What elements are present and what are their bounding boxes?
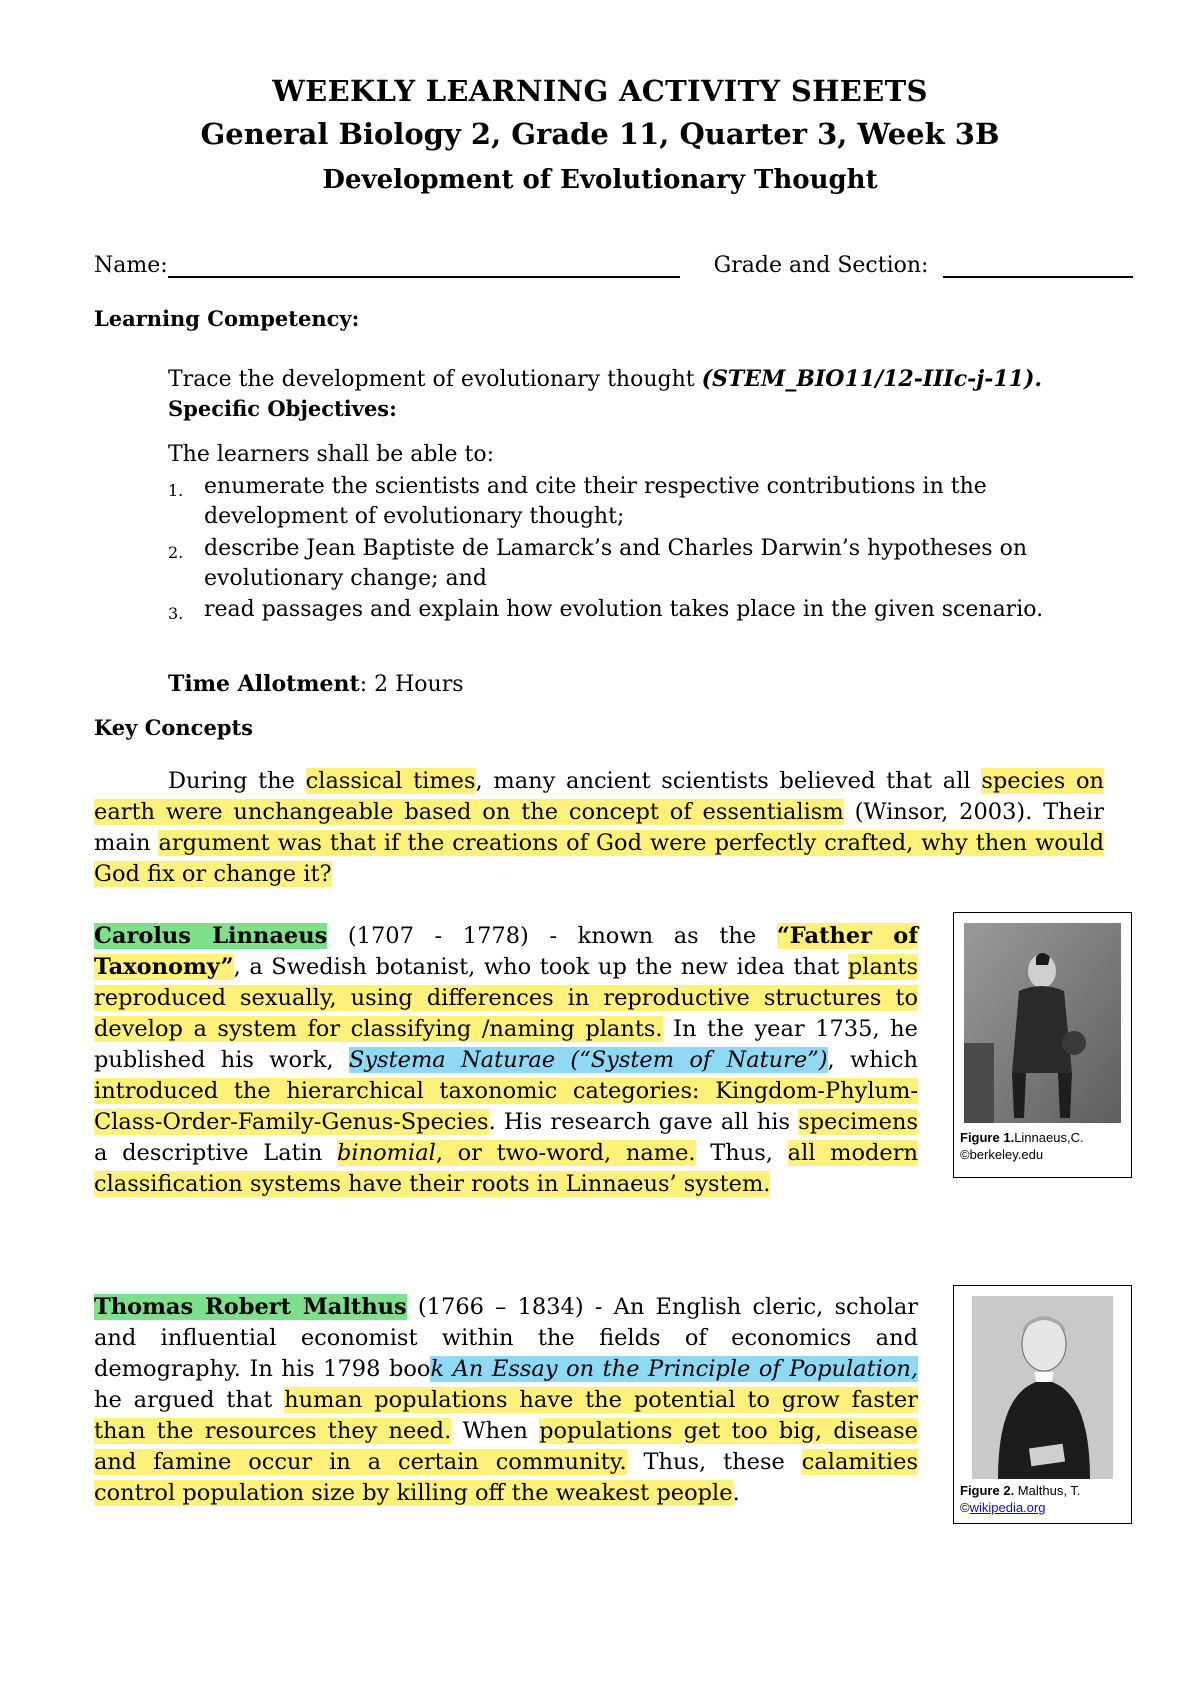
name-label: Name: xyxy=(94,253,168,278)
intro-paragraph xyxy=(94,766,1104,890)
time-allotment-value: : 2 Hours xyxy=(359,672,464,697)
linnaeus-paragraph xyxy=(94,921,918,1200)
figure-caption-text: Linnaeus,C. xyxy=(1014,1130,1084,1145)
objective-text: describe Jean Baptiste de Lamarck’s and Charles Darwin’s hypotheses on evolutionary change; and xyxy=(204,536,1027,591)
scientist-name: Thomas Robert Malthus xyxy=(94,1294,407,1320)
figure-1-caption xyxy=(960,1129,1130,1163)
grade-section-label: Grade and Section: xyxy=(713,253,929,278)
highlighted-text: populations get too big, disease and famine occur in a certain community. xyxy=(94,1418,918,1475)
competency-statement xyxy=(168,364,1168,395)
lesson-title: Development of Evolutionary Thought xyxy=(322,165,878,195)
highlighted-text: specimens xyxy=(798,1109,918,1135)
body-text: , which xyxy=(827,1047,919,1073)
learning-competency-heading: Learning Competency: xyxy=(94,306,360,331)
body-text: . His research gave all his xyxy=(488,1109,799,1135)
objective-text: read passages and explain how evolution takes place in the given scenario. xyxy=(204,597,1044,622)
figure-caption-text: Malthus, T. xyxy=(1014,1483,1081,1498)
objective-number: 1. xyxy=(168,481,184,500)
objective-item xyxy=(168,595,1068,625)
linnaeus-portrait-image xyxy=(964,923,1121,1123)
book-title: Systema Naturae (“System of Nature”) xyxy=(348,1047,828,1073)
title-highlight: “Father of Taxonomy” xyxy=(94,923,918,980)
highlighted-text: introduced the hierarchical taxonomic categories: Kingdom-Phylum-Class-Order-Family-Genus-Species xyxy=(94,1078,918,1135)
wikipedia-link[interactable]: wikipedia.org xyxy=(969,1500,1046,1515)
time-allotment-label: Time Allotment xyxy=(168,671,360,697)
key-concepts-heading: Key Concepts xyxy=(94,715,254,740)
highlighted-text: calamities control population size by killing off the weakest people xyxy=(94,1449,918,1506)
highlighted-term: binomial xyxy=(337,1140,436,1166)
figure-credit: ©berkeley.edu xyxy=(960,1147,1044,1162)
highlighted-text: plants reproduced sexually, using differences in reproductive structures to develop a system for classifying /naming plants. xyxy=(94,954,918,1042)
name-blank-line[interactable] xyxy=(168,252,680,278)
competency-code: (STEM_BIO11/12-IIIc-j-11). xyxy=(701,366,1043,392)
body-text: Thus, xyxy=(695,1140,788,1166)
body-text: In the year 1735, he published his work, xyxy=(94,1016,918,1073)
body-text: a descriptive Latin xyxy=(94,1140,338,1166)
highlighted-text: human populations have the potential to grow faster than the resources they need. xyxy=(94,1387,918,1444)
time-allotment xyxy=(168,671,464,697)
grade-section-blank-line[interactable] xyxy=(943,252,1133,278)
highlighted-text: argument was that if the creations of God were perfectly crafted, why then would God fix or change it? xyxy=(94,830,1104,887)
malthus-figure xyxy=(953,1285,1132,1524)
highlighted-text: , or two-word, name. xyxy=(435,1140,696,1166)
competency-text: Trace the development of evolutionary thought xyxy=(168,367,702,392)
body-text: he argued that xyxy=(94,1387,285,1413)
objective-number: 2. xyxy=(168,543,184,562)
malthus-paragraph xyxy=(94,1292,918,1509)
malthus-portrait-image xyxy=(972,1296,1113,1479)
body-text: . xyxy=(732,1480,740,1506)
objective-number: 3. xyxy=(168,604,184,623)
specific-objectives-heading: Specific Objectives: xyxy=(168,396,397,421)
body-text: Thus, these xyxy=(626,1449,802,1475)
figure-label: Figure 1. xyxy=(960,1130,1015,1145)
figure-2-caption xyxy=(960,1482,1130,1516)
name-grade-row xyxy=(94,252,1164,278)
intro-text: (Winsor, 2003). Their main xyxy=(94,799,1104,856)
linnaeus-figure xyxy=(953,912,1132,1178)
body-text: (1766 – 1834) - An English cleric, scholar and influential economist within the fields of economics and demography. In his 1798 boo xyxy=(94,1294,918,1382)
objective-item xyxy=(168,534,1068,594)
intro-text: , many ancient scientists believed that all xyxy=(475,768,982,794)
course-title: General Biology 2, Grade 11, Quarter 3, Week 3B xyxy=(200,117,1000,151)
intro-text: During the xyxy=(168,768,306,794)
copyright-symbol: © xyxy=(960,1500,970,1515)
book-title: k An Essay on the Principle of Population, xyxy=(430,1356,919,1382)
objective-text: enumerate the scientists and cite their respective contributions in the development of evolutionary thought; xyxy=(204,474,987,529)
scientist-name: Carolus Linnaeus xyxy=(94,923,328,949)
figure-label: Figure 2. xyxy=(960,1483,1015,1498)
learners-intro: The learners shall be able to: xyxy=(168,442,495,467)
body-text: When xyxy=(451,1418,540,1444)
highlighted-text: all modern classification systems have their roots in Linnaeus’ system. xyxy=(94,1140,918,1197)
body-text: , a Swedish botanist, who took up the new idea that xyxy=(233,954,848,980)
sheet-title: WEEKLY LEARNING ACTIVITY SHEETS xyxy=(272,74,928,108)
body-text: (1707 - 1778) - known as the xyxy=(327,923,777,949)
highlighted-text: classical times xyxy=(305,768,476,794)
highlighted-text: species on earth were unchangeable based on the concept of essentialism xyxy=(94,768,1104,825)
objective-item xyxy=(168,472,1068,532)
